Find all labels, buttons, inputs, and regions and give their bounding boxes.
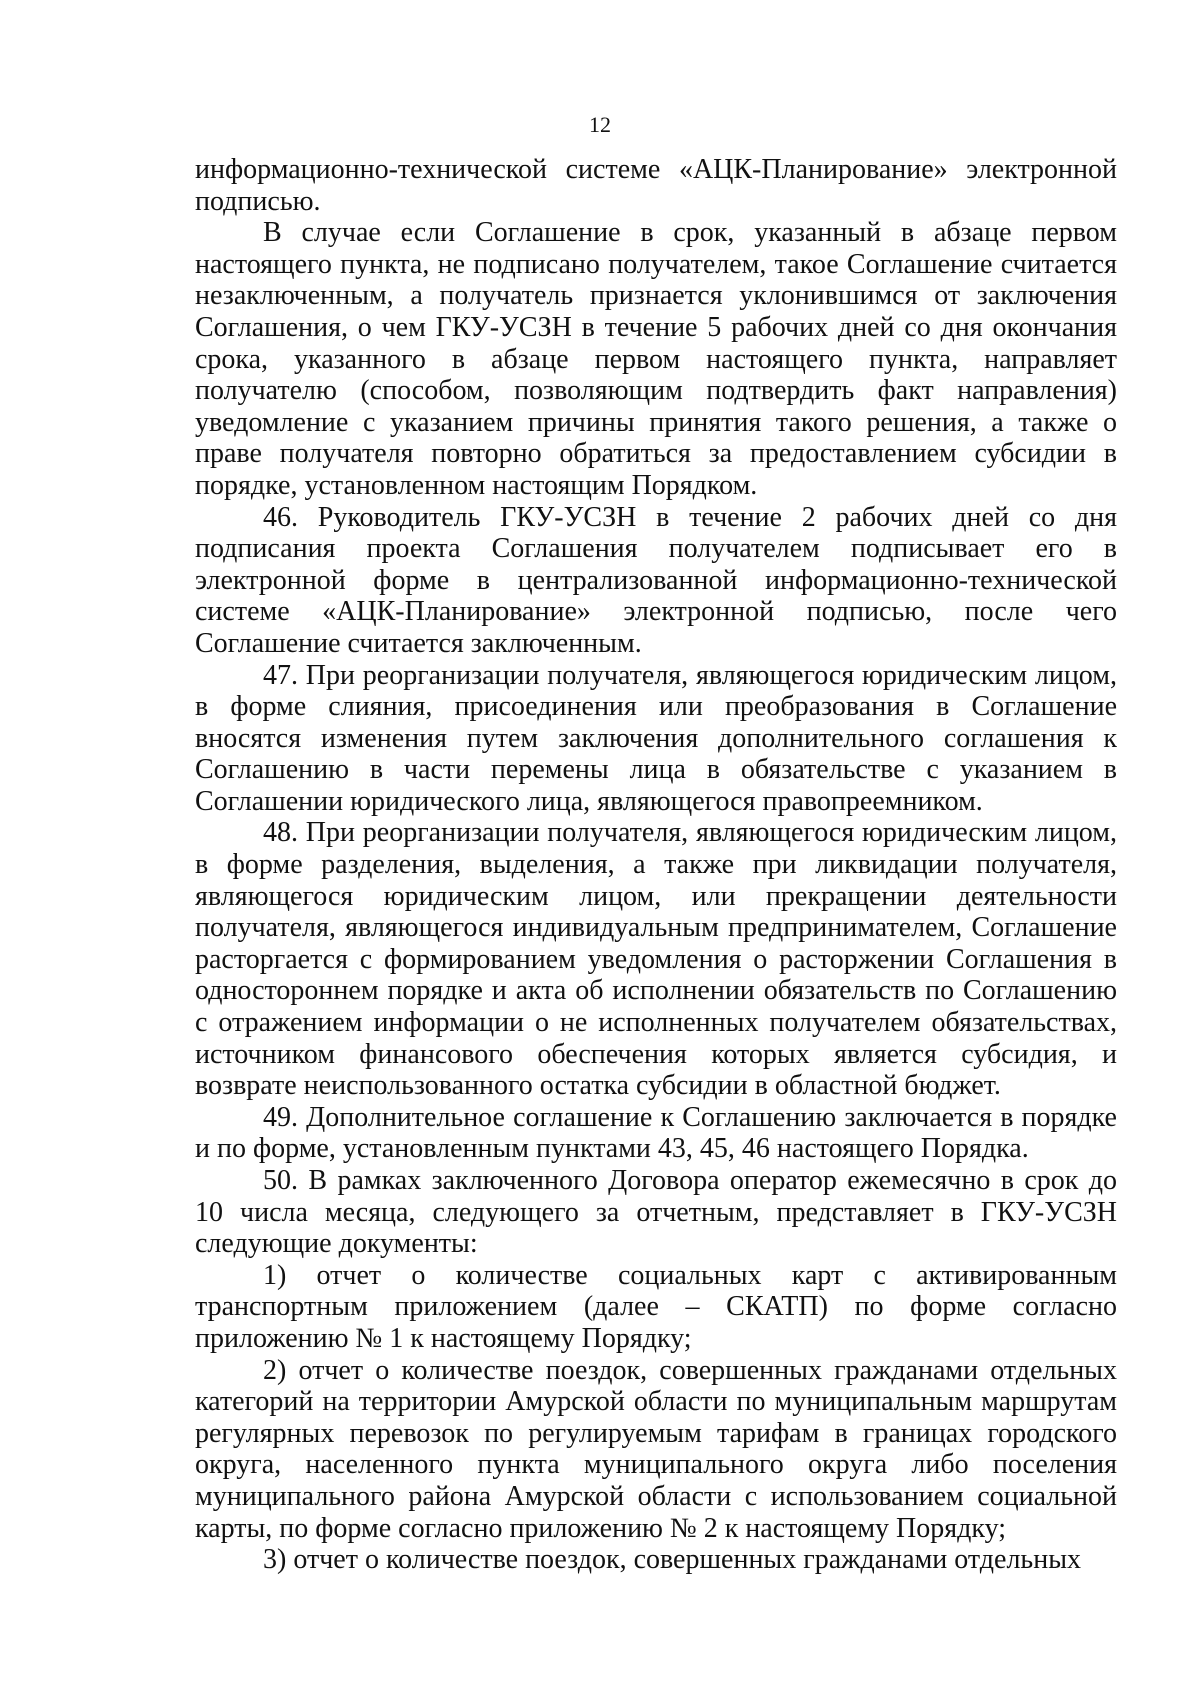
page-number: 12	[589, 112, 611, 137]
document-body	[195, 154, 1117, 1576]
paragraph-item-47: 47. При реорганизации получателя, являющегося юридическим лицом, в форме слияния, присоединения или преобразования в Соглашение вносятся изменения путем заключения дополнительного соглашения к Соглашению в части перемены лица в обязательстве с указанием в Соглашении юридического лица, являющегося правопреемником.	[195, 659, 1117, 817]
paragraph-item-49: 49. Дополнительное соглашение к Соглашению заключается в порядке и по форме, установленным пунктами 43, 45, 46 настоящего Порядка.	[195, 1101, 1117, 1165]
paragraph-unsigned-agreement: В случае если Соглашение в срок, указанный в абзаце первом настоящего пункта, не подписано получателем, такое Соглашение считается незаключенным, а получатель признается уклонившимся от заключения Соглашения, о чем ГКУ-УСЗН в течение 5 рабочих дней со дня окончания срока, указанного в абзаце первом настоящего пункта, направляет получателю (способом, позволяющим подтвердить факт направления) уведомление с указанием причины принятия такого решения, а также о праве получателя повторно обратиться за предоставлением субсидии в порядке, установленном настоящим Порядком.	[195, 217, 1117, 501]
paragraph-subitem-3: 3) отчет о количестве поездок, совершенных гражданами отдельных	[263, 1544, 1082, 1576]
paragraph-continuation: информационно-технической системе «АЦК-Планирование» электронной подписью.	[195, 154, 1117, 217]
paragraph-subitem-1: 1) отчет о количестве социальных карт с активированным транспортным приложением (далее – СКАТП) по форме согласно приложению № 1 к настоящему Порядку;	[195, 1259, 1117, 1354]
paragraph-item-46: 46. Руководитель ГКУ-УСЗН в течение 2 рабочих дней со дня подписания проекта Соглашения получателем подписывает его в электронной форме в централизованной информационно-технической системе «АЦК-Планирование» электронной подписью, после чего Соглашение считается заключенным.	[195, 501, 1117, 659]
paragraph-item-50: 50. В рамках заключенного Договора оператор ежемесячно в срок до 10 числа месяца, следующего за отчетным, представляет в ГКУ-УСЗН следующие документы:	[195, 1165, 1117, 1260]
paragraph-subitem-2: 2) отчет о количестве поездок, совершенных гражданами отдельных категорий на территории Амурской области по муниципальным маршрутам регулярных перевозок по регулируемым тарифам в границах городского округа, населенного пункта муниципального округа либо поселения муниципального района Амурской области с использованием социальной карты, по форме согласно приложению № 2 к настоящему Порядку;	[195, 1354, 1117, 1544]
paragraph-item-48: 48. При реорганизации получателя, являющегося юридическим лицом, в форме разделения, выделения, а также при ликвидации получателя, являющегося юридическим лицом, или прекращении деятельности получателя, являющегося индивидуальным предпринимателем, Соглашение расторгается с формированием уведомления о расторжении Соглашения в одностороннем порядке и акта об исполнении обязательств по Соглашению с отражением информации о не исполненных получателем обязательствах, источником финансового обеспечения которых является субсидия, и возврате неиспользованного остатка субсидии в областной бюджет.	[195, 817, 1117, 1102]
